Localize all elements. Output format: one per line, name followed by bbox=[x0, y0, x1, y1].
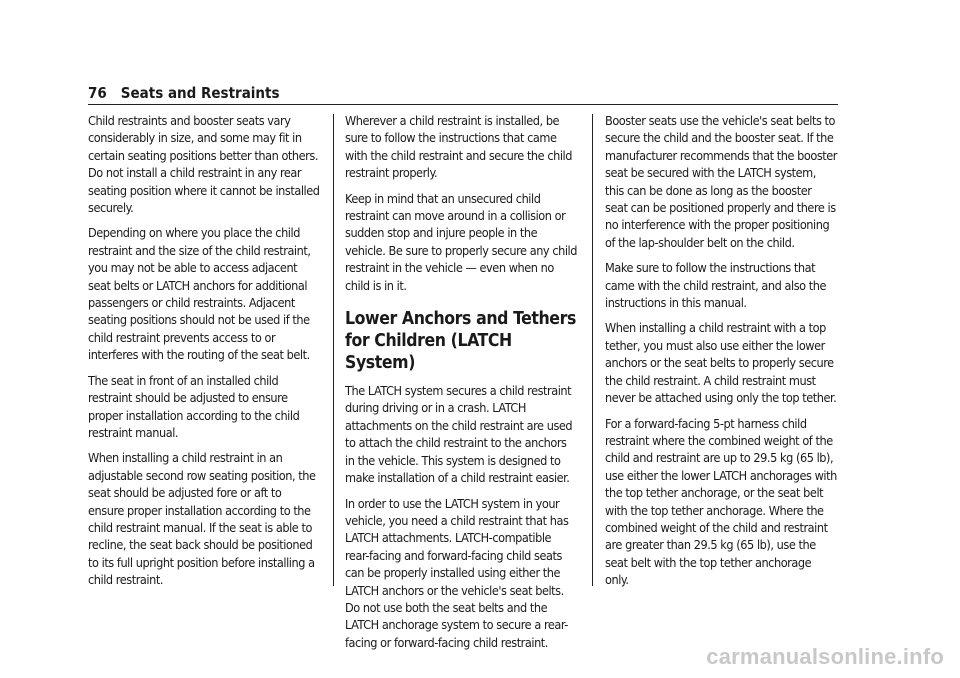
column-3 bbox=[605, 112, 837, 597]
paragraph: The seat in front of an installed child restraint should be adjusted to ensure proper installation according to the child restraint manual. bbox=[88, 372, 300, 440]
watermark: carmanualsonline.info bbox=[706, 644, 944, 669]
paragraph: Make sure to follow the instructions that came with the child restraint, and also the instructions in this manual. bbox=[605, 260, 827, 311]
section-title: Seats and Restraints bbox=[120, 84, 280, 102]
paragraph: The LATCH system secures a child restraint during driving or in a crash. LATCH attachments on the child restraint are used to attach the child restraint to the anchors in the vehicle. This system is designed to make installation of a child restraint easier. bbox=[345, 383, 573, 486]
column-divider bbox=[592, 114, 593, 586]
column-divider bbox=[333, 114, 334, 586]
header-rule bbox=[88, 104, 838, 105]
page-header bbox=[88, 84, 280, 106]
paragraph: When installing a child restraint in an adjustable second row seating position, the seat should be adjusted fore or aft to ensure proper installation according to the child restraint manual. If the seat is able to recline, the seat back should be positioned to its full upright position before installing a child restraint. bbox=[88, 450, 316, 588]
column-1 bbox=[88, 112, 320, 597]
paragraph: Depending on where you place the child restraint and the size of the child restraint, you may not be able to access adjacent seat belts or LATCH anchors for additional passengers or child restraints. Adjacent seating positions should not be used if the child restraint prevents access to or interferes with the routing of the seat belt. bbox=[88, 225, 311, 363]
paragraph: For a forward-facing 5-pt harness child restraint where the combined weight of the child and restraint are up to 29.5 kg (65 lb), use either the lower LATCH anchorages with the top tether anchorage, or the seat belt with the top tether anchorage. Where the combined weight of the child and restraint are greater than 29.5 kg (65 lb), use the seat belt with the top tether anchorage only. bbox=[605, 415, 837, 588]
paragraph: Keep in mind that an unsecured child restraint can move around in a collision or sudden stop and injure people in the vehicle. Be sure to properly secure any child restraint in the vehicle — even when no child is in it. bbox=[345, 190, 577, 293]
paragraph: Wherever a child restraint is installed, be sure to follow the instructions that came with the child restraint and secure the child restraint properly. bbox=[345, 113, 572, 181]
paragraph: Child restraints and booster seats vary considerably in size, and some may fit in certain seating positions better than others. Do not install a child restraint in any rear seating position where it cannot be installed securely. bbox=[88, 113, 320, 216]
paragraph: When installing a child restraint with a top tether, you must also use either the lower anchors or the seat belts to properly secure the child restraint. A child restraint must never be attached using only the top tether. bbox=[605, 320, 837, 406]
page-number: 76 bbox=[88, 84, 107, 102]
section-heading: Lower Anchors and Tethers for Children (LATCH System) bbox=[345, 309, 576, 374]
paragraph: In order to use the LATCH system in your vehicle, you need a child restraint that has LATCH attachments. LATCH-compatible rear-facing and forward-facing child seats can be properly installed using either the LATCH anchors or the vehicle's seat belts. Do not use both the seat belts and the LATCH anchorage system to secure a rear-facing or forward-facing child restraint. bbox=[345, 495, 569, 650]
paragraph: Booster seats use the vehicle's seat belts to secure the child and the booster seat. If the manufacturer recommends that the booster seat be secured with the LATCH system, this can be done as long as the booster seat can be positioned properly and there is no interference with the proper positioning of the lap-shoulder belt on the child. bbox=[605, 113, 837, 250]
column-2 bbox=[345, 112, 577, 659]
